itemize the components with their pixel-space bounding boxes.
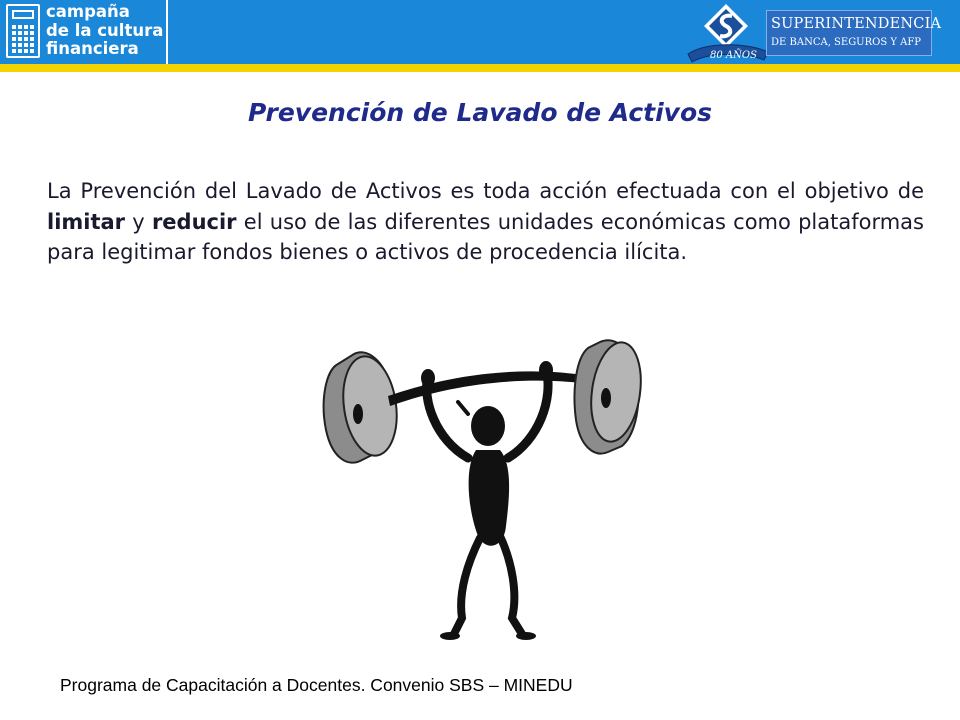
campaign-line-2: de la cultura bbox=[46, 20, 164, 40]
campaign-logo bbox=[0, 0, 168, 64]
left-weight-plate bbox=[324, 352, 403, 462]
sbs-anniversary-emblem bbox=[686, 2, 770, 64]
right-weight-plate bbox=[575, 339, 647, 453]
header-yellow-stripe bbox=[0, 64, 960, 72]
calculator-icon bbox=[6, 4, 40, 58]
sbs-wordmark bbox=[766, 10, 942, 56]
bold-term-reducir: reducir bbox=[151, 209, 237, 234]
bold-term-limitar: limitar bbox=[47, 209, 126, 234]
weightlifter-icon bbox=[318, 330, 648, 642]
organization-subtitle: DE BANCA, SEGUROS Y AFP bbox=[771, 37, 922, 48]
campaign-line-1: campaña bbox=[46, 2, 130, 21]
footer-text: Programa de Capacitación a Docentes. Convenio SBS – MINEDU bbox=[60, 675, 573, 695]
definition-paragraph bbox=[47, 176, 924, 268]
paragraph-text-1: La Prevención del Lavado de Activos es toda acción efectuada con el objetivo de bbox=[47, 179, 924, 203]
slide-title: Prevención de Lavado de Activos bbox=[247, 98, 713, 127]
campaign-line-3: financiera bbox=[46, 39, 139, 58]
campaign-name bbox=[46, 3, 164, 59]
anniversary-label: 80 AÑOS bbox=[710, 50, 757, 61]
header-band bbox=[0, 0, 960, 64]
organization-name: SUPERINTENDENCIA bbox=[771, 16, 942, 32]
paragraph-text-3: el uso de las diferentes unidades económicas como plataformas para legitimar fondos bienes o activos de procedencia ilícita. bbox=[47, 209, 924, 264]
paragraph-text-2: y bbox=[125, 209, 152, 234]
